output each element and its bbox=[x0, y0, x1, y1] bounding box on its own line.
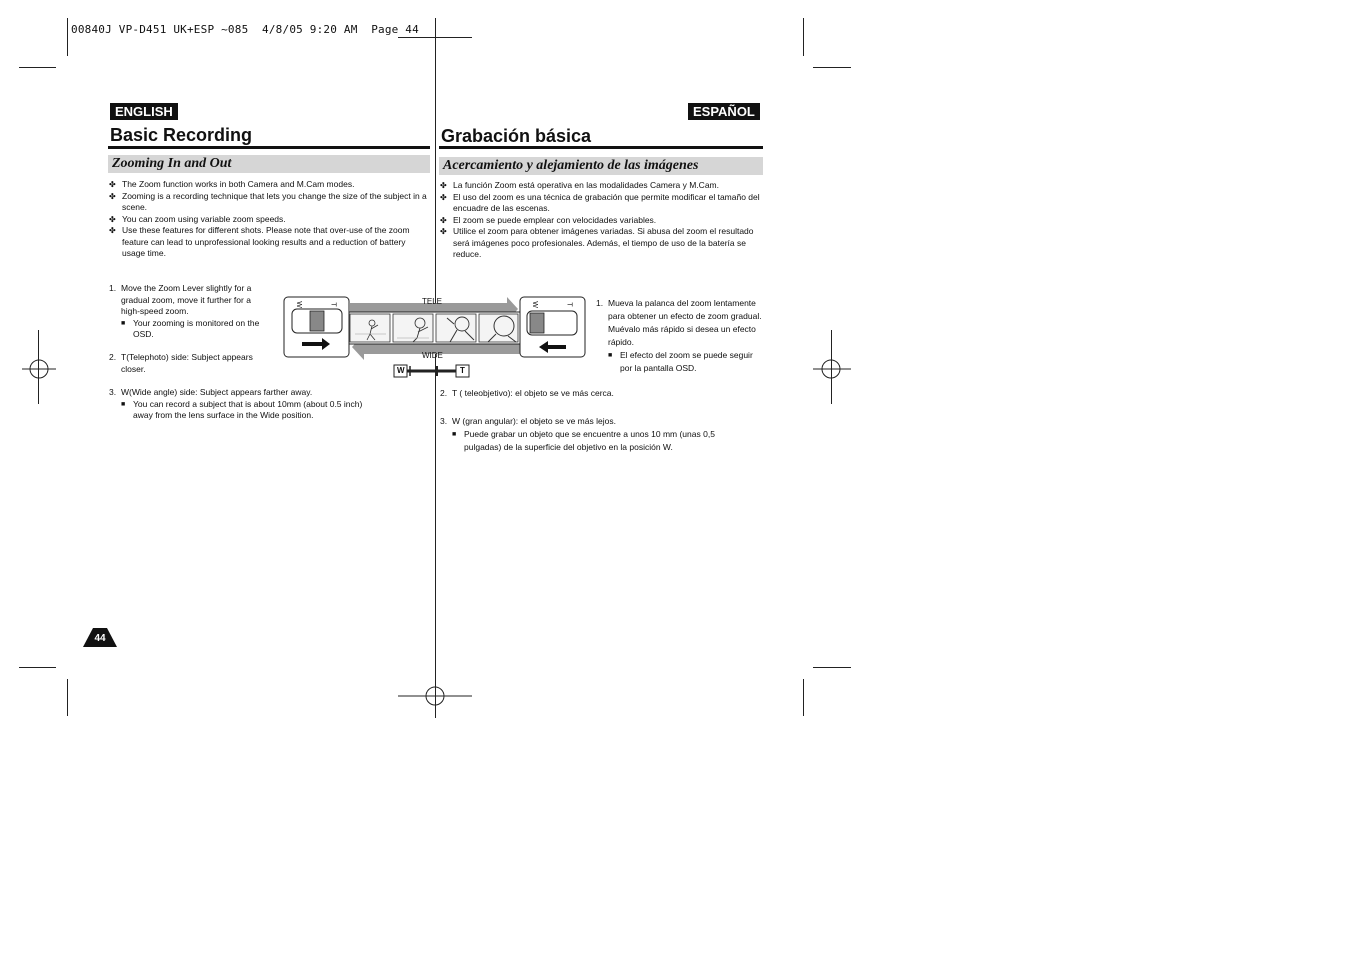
title-rule-left bbox=[108, 146, 430, 149]
list-item: ✤ The Zoom function works in both Camera and M.Cam modes. bbox=[109, 179, 355, 189]
language-badge-spanish: ESPAÑOL bbox=[688, 103, 760, 120]
cross-bullet-icon: ✤ bbox=[109, 191, 116, 201]
step-2-english: 2. T(Telephoto) side: Subject appears closer. bbox=[109, 352, 253, 374]
step-2-spanish: 2. T ( teleobjetivo): el objeto se ve más cerca. bbox=[440, 388, 614, 398]
list-item: ✤ Use these features for different shots. Please note that over-use of the zoom feature can lead to unprofessional looking results and a reduction of battery usage time. bbox=[109, 225, 410, 258]
zoom-lever-t-label: T bbox=[329, 302, 337, 307]
cross-bullet-icon: ✤ bbox=[440, 192, 447, 202]
list-item: ✤ La función Zoom está operativa en las modalidades Camera y M.Cam. bbox=[440, 180, 719, 190]
intro-bullets-english bbox=[109, 179, 429, 260]
page-title-english: Basic Recording bbox=[110, 125, 253, 145]
square-bullet-icon: ■ bbox=[452, 431, 457, 438]
intro-bullets-spanish bbox=[440, 180, 762, 261]
language-badge-english: ENGLISH bbox=[110, 103, 178, 120]
crosshair-icon bbox=[22, 352, 56, 386]
square-bullet-icon: ■ bbox=[121, 400, 126, 408]
list-item: ✤ Zooming is a recording technique that lets you change the size of the subject in a scene. bbox=[109, 190, 427, 212]
wide-label: WIDE bbox=[422, 351, 443, 360]
title-rule-right bbox=[439, 146, 763, 149]
list-item: ✤ El uso del zoom es una técnica de grabación que permite modificar el tamaño del encuadre de las escenas. bbox=[440, 191, 760, 213]
list-item: ✤ You can zoom using variable zoom speeds. bbox=[109, 213, 286, 224]
cross-bullet-icon: ✤ bbox=[440, 181, 447, 190]
print-header: 00840J VP-D451 UK+ESP ~085 4/8/05 9:20 AM Page 44 bbox=[71, 23, 419, 36]
zoom-lever-t-label: T bbox=[565, 302, 573, 307]
osd-w-label: W bbox=[397, 366, 405, 375]
step-3-spanish: 3. W (gran angular): el objeto se ve más lejos. ■ Puede grabar un objeto que se encuentre a unos 10 mm (unas 0,5 pulgadas) de la superficie del objetivo en la posición W. bbox=[440, 416, 715, 452]
crosshair-icon bbox=[398, 679, 472, 713]
list-item: ✤ Utilice el zoom para obtener imágenes variadas. Si abusa del zoom el resultado será imágenes poco profesionales. Además, el tiempo de uso de la batería se reduce. bbox=[440, 226, 754, 259]
section-subtitle-spanish: Acercamiento y alejamiento de las imágenes bbox=[439, 157, 763, 175]
square-bullet-icon: ■ bbox=[121, 319, 126, 327]
section-subtitle-english: Zooming In and Out bbox=[108, 155, 430, 173]
step-1-english: 1. Move the Zoom Lever slightly for a gradual zoom, move it further for a high-speed zoom. ■ Your zooming is monitored on the OSD. bbox=[109, 283, 260, 339]
tele-label: TELE bbox=[422, 297, 443, 306]
cross-bullet-icon: ✤ bbox=[440, 215, 447, 225]
cross-bullet-icon: ✤ bbox=[109, 214, 116, 224]
page-number: 44 bbox=[94, 633, 106, 644]
step-3-english: 3. W(Wide angle) side: Subject appears farther away. ■ You can record a subject that is about 10mm (about 0.5 inch) away from the lens surface in the Wide position. bbox=[109, 387, 363, 420]
osd-t-label: T bbox=[460, 366, 465, 375]
page-title-spanish: Grabación básica bbox=[441, 126, 592, 146]
square-bullet-icon: ■ bbox=[608, 352, 613, 359]
zoom-lever-w-label: W bbox=[530, 301, 538, 308]
zoom-diagram bbox=[282, 294, 587, 379]
list-item: ✤ El zoom se puede emplear con velocidades variables. bbox=[440, 214, 657, 225]
cross-bullet-icon: ✤ bbox=[109, 180, 116, 189]
zoom-lever-w-label: W bbox=[294, 301, 302, 308]
step-1-spanish: 1. Mueva la palanca del zoom lentamente para obtener un efecto de zoom gradual. Muévalo más rápido si desea un efecto rápido. ■ El efecto del zoom se puede seguir por la pantalla OSD. bbox=[596, 298, 762, 373]
cross-bullet-icon: ✤ bbox=[109, 226, 116, 235]
cross-bullet-icon: ✤ bbox=[440, 227, 447, 236]
zoom-illustration bbox=[282, 294, 587, 379]
crosshair-icon bbox=[813, 352, 851, 386]
